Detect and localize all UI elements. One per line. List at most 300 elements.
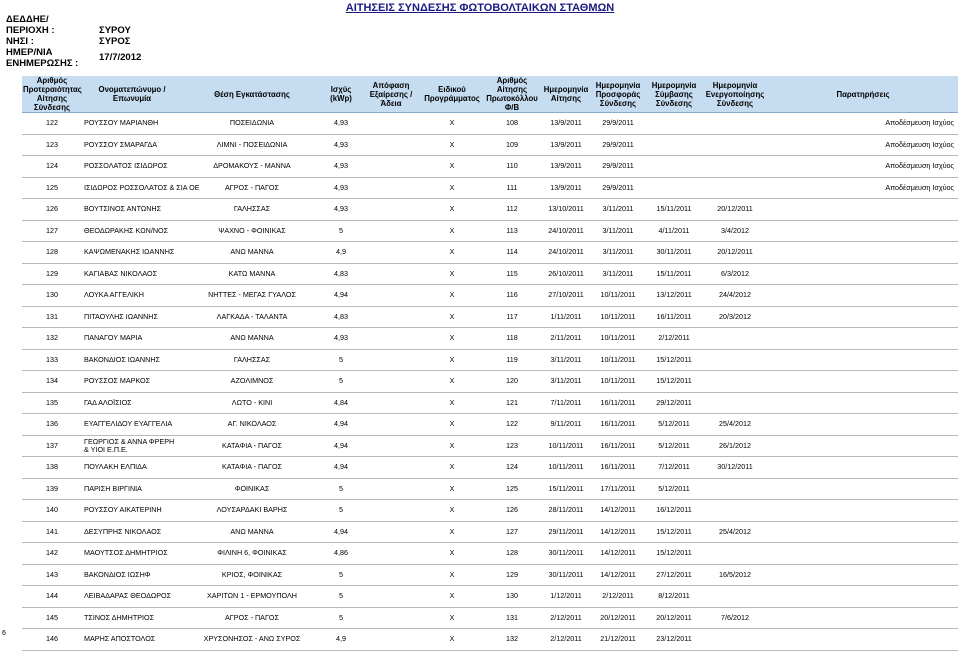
cell-offer-date: 29/9/2011: [590, 113, 646, 135]
cell-remarks: [768, 629, 958, 651]
cell-activation-date: 20/12/2011: [702, 242, 768, 264]
cell-contract-date: [646, 113, 702, 135]
table-row: [22, 220, 958, 242]
table-row: [22, 177, 958, 199]
cell-protocol-number: 122: [482, 414, 542, 436]
cell-application-date: 13/9/2011: [542, 134, 590, 156]
cell-exemption: [360, 392, 422, 414]
cell-offer-date: 17/11/2011: [590, 478, 646, 500]
table-row: [22, 435, 958, 457]
cell-location: ΦΙΛΙΝΗ 6, ΦΟΙΝΙΚΑΣ: [182, 543, 322, 565]
cell-power: 4,94: [322, 435, 360, 457]
cell-location: ΛΙΜΝΙ - ΠΟΣΕΙΔΩΝΙΑ: [182, 134, 322, 156]
cell-activation-date: [702, 543, 768, 565]
cell-exemption: [360, 177, 422, 199]
table-row: [22, 263, 958, 285]
cell-exemption: [360, 220, 422, 242]
cell-application-date: 30/11/2011: [542, 564, 590, 586]
cell-power: 5: [322, 607, 360, 629]
cell-exemption: [360, 328, 422, 350]
island-value: ΣΥΡΟΣ: [99, 36, 131, 47]
cell-contract-date: 15/11/2011: [646, 199, 702, 221]
cell-location: ΚΑΤΩ ΜΑΝΝΑ: [182, 263, 322, 285]
cell-remarks: [768, 285, 958, 307]
cell-power: 4,84: [322, 392, 360, 414]
table-row: [22, 156, 958, 178]
cell-protocol-number: 126: [482, 500, 542, 522]
cell-application-date: 3/11/2011: [542, 371, 590, 393]
cell-remarks: [768, 328, 958, 350]
table-row: [22, 543, 958, 565]
header-activation-date: Ημερομηνία Ενεργοποίησης Σύνδεσης: [702, 76, 768, 113]
header-protocol-number: Αριθμός Αίτησης Πρωτοκόλλου Φ/Β: [482, 76, 542, 113]
cell-exemption: [360, 371, 422, 393]
cell-location: ΛΑΓΚΑΔΑ - ΤΑΛΑΝΤΑ: [182, 306, 322, 328]
cell-power: 4,94: [322, 414, 360, 436]
cell-activation-date: [702, 478, 768, 500]
cell-application-date: 3/11/2011: [542, 349, 590, 371]
cell-exemption: [360, 263, 422, 285]
cell-location: ΨΑΧΝΟ - ΦΟΙΝΙΚΑΣ: [182, 220, 322, 242]
cell-name: ΡΟΥΣΣΟΥ ΣΜΑΡΑΓΔΑ: [82, 134, 182, 156]
cell-activation-date: [702, 371, 768, 393]
date-label-2: ΕΝΗΜΕΡΩΣΗΣ :: [6, 58, 79, 69]
cell-exemption: [360, 543, 422, 565]
cell-priority: 136: [22, 414, 82, 436]
cell-priority: 144: [22, 586, 82, 608]
header-offer-date: Ημερομηνία Προσφοράς Σύνδεσης: [590, 76, 646, 113]
cell-name: ΙΣΙΔΩΡΟΣ ΡΟΣΣΟΛΑΤΟΣ & ΣΙΑ ΟΕ: [82, 177, 182, 199]
cell-offer-date: 16/11/2011: [590, 414, 646, 436]
cell-protocol-number: 112: [482, 199, 542, 221]
cell-exemption: [360, 521, 422, 543]
cell-activation-date: 25/4/2012: [702, 521, 768, 543]
cell-name: ΒΑΚΟΝΔΙΟΣ ΙΩΣΗΦ: [82, 564, 182, 586]
cell-protocol-number: 116: [482, 285, 542, 307]
island-label: ΝΗΣΙ :: [6, 36, 34, 47]
cell-location: ΑΝΩ ΜΑΝΝΑ: [182, 521, 322, 543]
cell-priority: 124: [22, 156, 82, 178]
cell-power: 4,93: [322, 134, 360, 156]
table-row: [22, 242, 958, 264]
cell-application-date: 27/10/2011: [542, 285, 590, 307]
cell-offer-date: 3/11/2011: [590, 220, 646, 242]
cell-offer-date: 10/11/2011: [590, 349, 646, 371]
cell-special-program: Χ: [422, 564, 482, 586]
header-exemption: Απόφαση Εξαίρεσης / Άδεια: [360, 76, 422, 113]
cell-power: 5: [322, 478, 360, 500]
dept-label: ΔΕΔΔΗΕ/: [6, 14, 49, 25]
cell-name: ΓΕΩΡΓΙΟΣ & ΑΝΝΑ ΦΡΕΡΗ & ΥΙΟΙ Ε.Π.Ε.: [82, 435, 182, 457]
cell-special-program: Χ: [422, 177, 482, 199]
table-row: [22, 392, 958, 414]
cell-special-program: Χ: [422, 457, 482, 479]
cell-remarks: [768, 500, 958, 522]
cell-power: 4,9: [322, 242, 360, 264]
cell-contract-date: 16/11/2011: [646, 306, 702, 328]
cell-contract-date: 2/12/2011: [646, 328, 702, 350]
cell-activation-date: 25/4/2012: [702, 414, 768, 436]
cell-remarks: [768, 543, 958, 565]
cell-location: ΓΑΛΗΣΣΑΣ: [182, 199, 322, 221]
cell-activation-date: [702, 586, 768, 608]
cell-special-program: Χ: [422, 435, 482, 457]
table-row: [22, 586, 958, 608]
cell-remarks: [768, 220, 958, 242]
cell-power: 4,83: [322, 306, 360, 328]
cell-protocol-number: 128: [482, 543, 542, 565]
cell-special-program: Χ: [422, 586, 482, 608]
table-row: [22, 521, 958, 543]
cell-offer-date: 14/12/2011: [590, 564, 646, 586]
cell-activation-date: 7/6/2012: [702, 607, 768, 629]
cell-location: ΧΡΥΣΟΝΗΣΟΣ - ΑΝΩ ΣΥΡΟΣ: [182, 629, 322, 651]
cell-activation-date: 6/3/2012: [702, 263, 768, 285]
cell-power: 4,83: [322, 263, 360, 285]
cell-protocol-number: 121: [482, 392, 542, 414]
cell-offer-date: 2/12/2011: [590, 586, 646, 608]
cell-offer-date: 16/11/2011: [590, 435, 646, 457]
cell-activation-date: [702, 134, 768, 156]
cell-activation-date: 16/5/2012: [702, 564, 768, 586]
cell-protocol-number: 108: [482, 113, 542, 135]
cell-priority: 131: [22, 306, 82, 328]
cell-remarks: Αποδέσμευση Ισχύος: [768, 134, 958, 156]
cell-exemption: [360, 285, 422, 307]
date-value: 17/7/2012: [99, 52, 142, 63]
cell-priority: 129: [22, 263, 82, 285]
cell-activation-date: 20/3/2012: [702, 306, 768, 328]
cell-activation-date: 3/4/2012: [702, 220, 768, 242]
cell-location: ΑΓΡΟΣ - ΠΑΓΟΣ: [182, 177, 322, 199]
cell-name: ΚΑΓΙΑΒΑΣ ΝΙΚΟΛΑΟΣ: [82, 263, 182, 285]
cell-remarks: Αποδέσμευση Ισχύος: [768, 156, 958, 178]
cell-protocol-number: 129: [482, 564, 542, 586]
table-row: [22, 607, 958, 629]
cell-protocol-number: 124: [482, 457, 542, 479]
cell-priority: 134: [22, 371, 82, 393]
cell-priority: 137: [22, 435, 82, 457]
cell-protocol-number: 111: [482, 177, 542, 199]
cell-priority: 138: [22, 457, 82, 479]
cell-application-date: 24/10/2011: [542, 220, 590, 242]
cell-contract-date: 8/12/2011: [646, 586, 702, 608]
cell-special-program: Χ: [422, 306, 482, 328]
cell-name: ΘΕΟΔΩΡΑΚΗΣ ΚΩΝ/ΝΟΣ: [82, 220, 182, 242]
cell-special-program: Χ: [422, 349, 482, 371]
cell-remarks: [768, 349, 958, 371]
cell-location: ΑΓΡΟΣ - ΠΑΓΟΣ: [182, 607, 322, 629]
cell-remarks: [768, 457, 958, 479]
cell-activation-date: [702, 113, 768, 135]
cell-remarks: [768, 263, 958, 285]
cell-location: ΑΖΟΛΙΜΝΟΣ: [182, 371, 322, 393]
header-priority: Αριθμός Προτεραιότητας Αίτησης Σύνδεσης: [23, 76, 82, 112]
header-name: Ονοματεπώνυμο / Επωνυμία: [82, 76, 182, 113]
cell-name: ΛΟΥΚΑ ΑΓΓΕΛΙΚΗ: [82, 285, 182, 307]
cell-application-date: 10/11/2011: [542, 457, 590, 479]
cell-application-date: 2/12/2011: [542, 607, 590, 629]
page-number: 6: [2, 630, 6, 637]
cell-application-date: 7/11/2011: [542, 392, 590, 414]
cell-contract-date: [646, 134, 702, 156]
cell-activation-date: 20/12/2011: [702, 199, 768, 221]
header-special-program: Ειδικού Προγράμματος: [422, 76, 482, 113]
cell-offer-date: 29/9/2011: [590, 177, 646, 199]
cell-remarks: [768, 564, 958, 586]
cell-contract-date: 15/12/2011: [646, 521, 702, 543]
cell-special-program: Χ: [422, 199, 482, 221]
cell-special-program: Χ: [422, 607, 482, 629]
cell-application-date: 15/11/2011: [542, 478, 590, 500]
cell-special-program: Χ: [422, 521, 482, 543]
cell-special-program: Χ: [422, 371, 482, 393]
cell-name: ΒΟΥΤΣΙΝΟΣ ΑΝΤΩΝΗΣ: [82, 199, 182, 221]
cell-offer-date: 14/12/2011: [590, 543, 646, 565]
cell-special-program: Χ: [422, 156, 482, 178]
cell-special-program: Χ: [422, 263, 482, 285]
header-location: Θέση Εγκατάστασης: [182, 76, 322, 113]
cell-offer-date: 14/12/2011: [590, 521, 646, 543]
cell-priority: 135: [22, 392, 82, 414]
cell-special-program: Χ: [422, 242, 482, 264]
cell-remarks: [768, 306, 958, 328]
cell-activation-date: [702, 328, 768, 350]
cell-power: 4,93: [322, 113, 360, 135]
cell-location: ΦΟΙΝΙΚΑΣ: [182, 478, 322, 500]
cell-offer-date: 10/11/2011: [590, 328, 646, 350]
cell-location: ΓΑΛΗΣΣΑΣ: [182, 349, 322, 371]
header-power: Ισχύς (kWp): [322, 76, 360, 113]
cell-exemption: [360, 349, 422, 371]
cell-exemption: [360, 242, 422, 264]
cell-activation-date: 30/12/2011: [702, 457, 768, 479]
cell-contract-date: [646, 177, 702, 199]
table-header-row: [22, 76, 958, 113]
cell-special-program: Χ: [422, 285, 482, 307]
cell-application-date: 28/11/2011: [542, 500, 590, 522]
cell-name: ΓΑΔ ΑΛΟΪΣΙΟΣ: [82, 392, 182, 414]
cell-power: 5: [322, 371, 360, 393]
cell-name: ΡΟΥΣΣΟΥ ΑΙΚΑΤΕΡΙΝΗ: [82, 500, 182, 522]
header-contract-date: Ημερομηνία Σύμβασης Σύνδεσης: [646, 76, 702, 113]
cell-priority: 122: [22, 113, 82, 135]
cell-protocol-number: 118: [482, 328, 542, 350]
cell-activation-date: [702, 392, 768, 414]
applications-table: [22, 76, 958, 651]
table-row: [22, 414, 958, 436]
cell-offer-date: 20/12/2011: [590, 607, 646, 629]
cell-name: ΒΑΚΟΝΔΙΟΣ ΙΩΑΝΝΗΣ: [82, 349, 182, 371]
cell-application-date: 13/9/2011: [542, 113, 590, 135]
cell-power: 5: [322, 564, 360, 586]
cell-contract-date: 5/12/2011: [646, 435, 702, 457]
cell-application-date: 13/9/2011: [542, 177, 590, 199]
cell-exemption: [360, 414, 422, 436]
cell-exemption: [360, 478, 422, 500]
cell-remarks: [768, 435, 958, 457]
cell-priority: 139: [22, 478, 82, 500]
cell-offer-date: 10/11/2011: [590, 371, 646, 393]
cell-contract-date: 5/12/2011: [646, 478, 702, 500]
cell-special-program: Χ: [422, 328, 482, 350]
cell-location: ΑΝΩ ΜΑΝΝΑ: [182, 242, 322, 264]
cell-name: ΠΟΥΛΑΚΗ ΕΛΠΙΔΑ: [82, 457, 182, 479]
cell-exemption: [360, 629, 422, 651]
cell-power: 4,93: [322, 328, 360, 350]
cell-remarks: [768, 371, 958, 393]
cell-special-program: Χ: [422, 220, 482, 242]
cell-location: ΠΟΣΕΙΔΩΝΙΑ: [182, 113, 322, 135]
cell-name: ΜΑΟΥΤΣΟΣ ΔΗΜΗΤΡΙΟΣ: [82, 543, 182, 565]
table-row: [22, 134, 958, 156]
cell-offer-date: 16/11/2011: [590, 457, 646, 479]
cell-location: ΝΗΤΤΕΣ - ΜΕΓΑΣ ΓΥΑΛΟΣ: [182, 285, 322, 307]
cell-application-date: 29/11/2011: [542, 521, 590, 543]
cell-name: ΡΟΣΣΟΛΑΤΟΣ ΙΣΙΔΩΡΟΣ: [82, 156, 182, 178]
cell-application-date: 1/12/2011: [542, 586, 590, 608]
cell-priority: 125: [22, 177, 82, 199]
cell-priority: 143: [22, 564, 82, 586]
cell-priority: 133: [22, 349, 82, 371]
cell-priority: 127: [22, 220, 82, 242]
cell-offer-date: 29/9/2011: [590, 134, 646, 156]
cell-special-program: Χ: [422, 500, 482, 522]
cell-priority: 142: [22, 543, 82, 565]
cell-name: ΕΥΑΓΓΕΛΙΔΟΥ ΕΥΑΓΓΕΛΙΑ: [82, 414, 182, 436]
cell-offer-date: 3/11/2011: [590, 263, 646, 285]
cell-power: 5: [322, 220, 360, 242]
cell-location: ΑΓ. ΝΙΚΟΛΑΟΣ: [182, 414, 322, 436]
cell-location: ΚΑΤΑΦΙΑ - ΠΑΓΟΣ: [182, 435, 322, 457]
cell-priority: 146: [22, 629, 82, 651]
cell-activation-date: [702, 629, 768, 651]
cell-contract-date: 15/12/2011: [646, 371, 702, 393]
cell-protocol-number: 131: [482, 607, 542, 629]
cell-contract-date: 23/12/2011: [646, 629, 702, 651]
cell-contract-date: 30/11/2011: [646, 242, 702, 264]
cell-protocol-number: 117: [482, 306, 542, 328]
cell-exemption: [360, 199, 422, 221]
cell-offer-date: 3/11/2011: [590, 199, 646, 221]
cell-contract-date: 15/12/2011: [646, 349, 702, 371]
cell-remarks: [768, 199, 958, 221]
cell-activation-date: 26/1/2012: [702, 435, 768, 457]
cell-priority: 132: [22, 328, 82, 350]
cell-contract-date: 5/12/2011: [646, 414, 702, 436]
cell-protocol-number: 109: [482, 134, 542, 156]
cell-exemption: [360, 500, 422, 522]
cell-remarks: [768, 521, 958, 543]
cell-name: ΠΑΝΑΓΟΥ ΜΑΡΙΑ: [82, 328, 182, 350]
cell-remarks: [768, 414, 958, 436]
cell-exemption: [360, 607, 422, 629]
cell-priority: 130: [22, 285, 82, 307]
table-row: [22, 457, 958, 479]
cell-application-date: 13/9/2011: [542, 156, 590, 178]
cell-name: ΡΟΥΣΣΟΣ ΜΑΡΚΟΣ: [82, 371, 182, 393]
cell-protocol-number: 115: [482, 263, 542, 285]
cell-special-program: Χ: [422, 134, 482, 156]
cell-special-program: Χ: [422, 414, 482, 436]
cell-application-date: 2/12/2011: [542, 629, 590, 651]
cell-location: ΛΩΤΟ - ΚΙΝΙ: [182, 392, 322, 414]
cell-activation-date: [702, 177, 768, 199]
cell-offer-date: 10/11/2011: [590, 306, 646, 328]
cell-name: ΜΑΡΗΣ ΑΠΟΣΤΟΛΟΣ: [82, 629, 182, 651]
cell-name: ΔΕΣΥΠΡΗΣ ΝΙΚΟΛΑΟΣ: [82, 521, 182, 543]
cell-power: 4,86: [322, 543, 360, 565]
cell-contract-date: 27/12/2011: [646, 564, 702, 586]
cell-offer-date: 21/12/2011: [590, 629, 646, 651]
cell-offer-date: 10/11/2011: [590, 285, 646, 307]
date-label-1: ΗΜΕΡ/ΝΙΑ: [6, 47, 53, 58]
table-row: [22, 478, 958, 500]
document-title: ΑΙΤΗΣΕΙΣ ΣΥΝΔΕΣΗΣ ΦΩΤΟΒΟΛΤΑΙΚΩΝ ΣΤΑΘΜΩΝ: [345, 2, 615, 14]
cell-name: ΠΙΤΑΟΥΛΗΣ ΙΩΑΝΝΗΣ: [82, 306, 182, 328]
cell-application-date: 10/11/2011: [542, 435, 590, 457]
table-row: [22, 306, 958, 328]
cell-contract-date: 15/11/2011: [646, 263, 702, 285]
cell-special-program: Χ: [422, 543, 482, 565]
cell-power: 5: [322, 500, 360, 522]
cell-remarks: [768, 586, 958, 608]
cell-contract-date: 15/12/2011: [646, 543, 702, 565]
cell-location: ΧΑΡΙΤΩΝ 1 - ΕΡΜΟΥΠΟΛΗ: [182, 586, 322, 608]
cell-application-date: 26/10/2011: [542, 263, 590, 285]
table-row: [22, 629, 958, 651]
cell-remarks: [768, 392, 958, 414]
cell-application-date: 9/11/2011: [542, 414, 590, 436]
cell-remarks: Αποδέσμευση Ισχύος: [768, 177, 958, 199]
table-row: [22, 500, 958, 522]
cell-priority: 123: [22, 134, 82, 156]
cell-exemption: [360, 306, 422, 328]
cell-remarks: Αποδέσμευση Ισχύος: [768, 113, 958, 135]
cell-power: 4,93: [322, 156, 360, 178]
cell-protocol-number: 127: [482, 521, 542, 543]
cell-protocol-number: 119: [482, 349, 542, 371]
cell-application-date: 2/11/2011: [542, 328, 590, 350]
cell-power: 5: [322, 586, 360, 608]
table-row: [22, 371, 958, 393]
cell-contract-date: [646, 156, 702, 178]
cell-protocol-number: 113: [482, 220, 542, 242]
cell-power: 4,93: [322, 177, 360, 199]
cell-contract-date: 29/12/2011: [646, 392, 702, 414]
cell-location: ΔΡΟΜΑΚΟΥΣ - ΜΑΝΝΑ: [182, 156, 322, 178]
area-label: ΠΕΡΙΟΧΗ :: [6, 25, 55, 36]
cell-priority: 126: [22, 199, 82, 221]
cell-location: ΑΝΩ ΜΑΝΝΑ: [182, 328, 322, 350]
cell-exemption: [360, 564, 422, 586]
header-application-date: Ημερομηνία Αίτησης: [542, 76, 590, 113]
cell-power: 5: [322, 349, 360, 371]
cell-name: ΠΑΡΙΣΗ ΒΙΡΓΙΝΙΑ: [82, 478, 182, 500]
cell-priority: 128: [22, 242, 82, 264]
cell-special-program: Χ: [422, 629, 482, 651]
cell-exemption: [360, 457, 422, 479]
table-body: [22, 113, 958, 651]
cell-offer-date: 29/9/2011: [590, 156, 646, 178]
cell-application-date: 24/10/2011: [542, 242, 590, 264]
cell-power: 4,9: [322, 629, 360, 651]
table-row: [22, 113, 958, 135]
cell-location: ΚΡΙΟΣ, ΦΟΙΝΙΚΑΣ: [182, 564, 322, 586]
cell-special-program: Χ: [422, 392, 482, 414]
cell-location: ΚΑΤΑΦΙΑ - ΠΑΓΟΣ: [182, 457, 322, 479]
cell-protocol-number: 110: [482, 156, 542, 178]
